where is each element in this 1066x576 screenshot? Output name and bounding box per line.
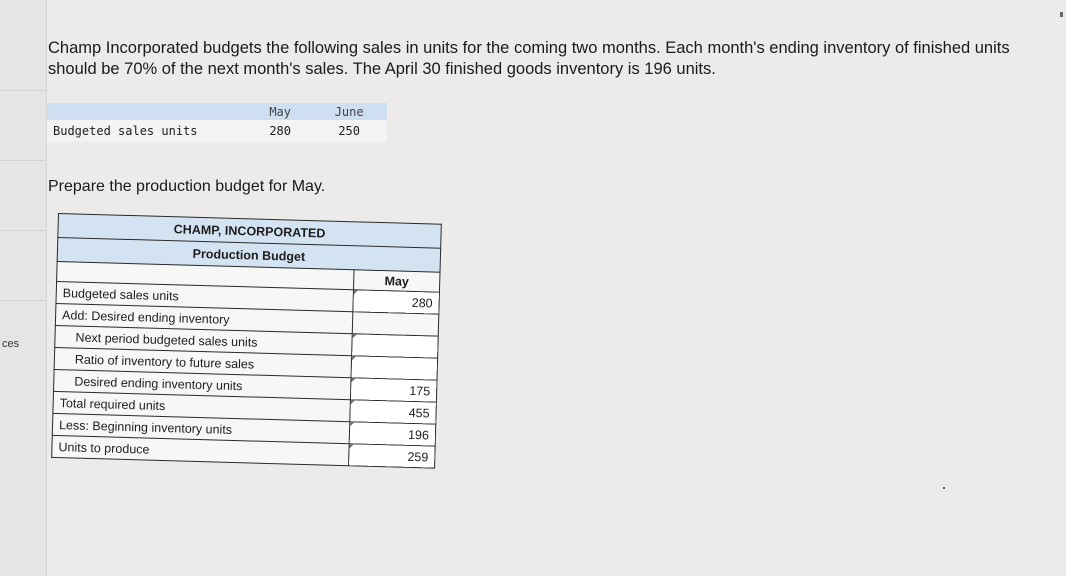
input-corner-marker <box>351 400 355 404</box>
row-label: Budgeted sales units <box>56 281 353 311</box>
problem-statement <box>48 38 1064 80</box>
left-margin-panel <box>0 0 47 576</box>
beginning-inventory-input[interactable] <box>349 422 436 446</box>
given-header-row <box>47 103 387 120</box>
given-header-june: June <box>311 103 387 120</box>
row-label: Add: Desired ending inventory <box>55 303 352 333</box>
budget-title: Production Budget <box>57 238 441 273</box>
given-sales-table <box>47 103 387 142</box>
given-data-row <box>47 120 387 142</box>
instruction-text: Prepare the production budget for May. <box>48 178 326 195</box>
input-value: 196 <box>407 427 430 442</box>
desired-ending-inventory-cell <box>352 312 439 336</box>
problem-line-1: Champ Incorporated budgets the following sales in units for the coming two months. Each month's ending inventory of finished units <box>48 39 1010 57</box>
input-corner-marker <box>352 356 356 360</box>
input-corner-marker <box>350 422 354 426</box>
total-required-input[interactable] <box>350 400 437 424</box>
row-label: Desired ending inventory units <box>54 369 351 399</box>
budgeted-sales-input[interactable] <box>353 290 440 314</box>
company-name: CHAMP, INCORPORATED <box>58 214 442 249</box>
given-header-blank <box>47 103 249 120</box>
input-corner-marker <box>354 290 358 294</box>
margin-divider <box>0 230 46 231</box>
row-label: Less: Beginning inventory units <box>52 413 349 443</box>
margin-cut-text: ces <box>2 338 20 350</box>
row-label: Total required units <box>53 391 350 421</box>
input-value: 455 <box>408 405 430 420</box>
margin-divider <box>0 300 46 301</box>
edge-mark <box>1060 12 1063 17</box>
row-label: Units to produce <box>52 435 349 465</box>
desired-ending-inventory-input[interactable] <box>350 378 437 402</box>
row-label: Next period budgeted sales units <box>55 325 352 355</box>
given-june-value: 250 <box>311 120 387 142</box>
given-row-label: Budgeted sales units <box>47 120 249 142</box>
input-corner-marker <box>351 378 355 382</box>
input-value: 259 <box>407 449 429 464</box>
margin-divider <box>0 160 46 161</box>
problem-line-2: should be 70% of the next month's sales. The April 30 finished goods inventory is 196 units. <box>48 60 716 78</box>
given-may-value: 280 <box>249 120 311 142</box>
units-to-produce-input[interactable] <box>349 444 436 468</box>
input-corner-marker <box>353 334 357 338</box>
inventory-ratio-input[interactable] <box>351 356 438 380</box>
production-budget-table <box>51 213 442 469</box>
input-value: 280 <box>411 295 433 310</box>
column-header-may: May <box>353 270 440 292</box>
stray-dot <box>943 487 945 489</box>
margin-divider <box>0 90 46 91</box>
row-label: Ratio of inventory to future sales <box>54 347 351 377</box>
given-header-may: May <box>249 103 311 120</box>
input-value: 175 <box>409 383 431 398</box>
input-corner-marker <box>350 444 354 448</box>
next-period-sales-input[interactable] <box>352 334 439 358</box>
